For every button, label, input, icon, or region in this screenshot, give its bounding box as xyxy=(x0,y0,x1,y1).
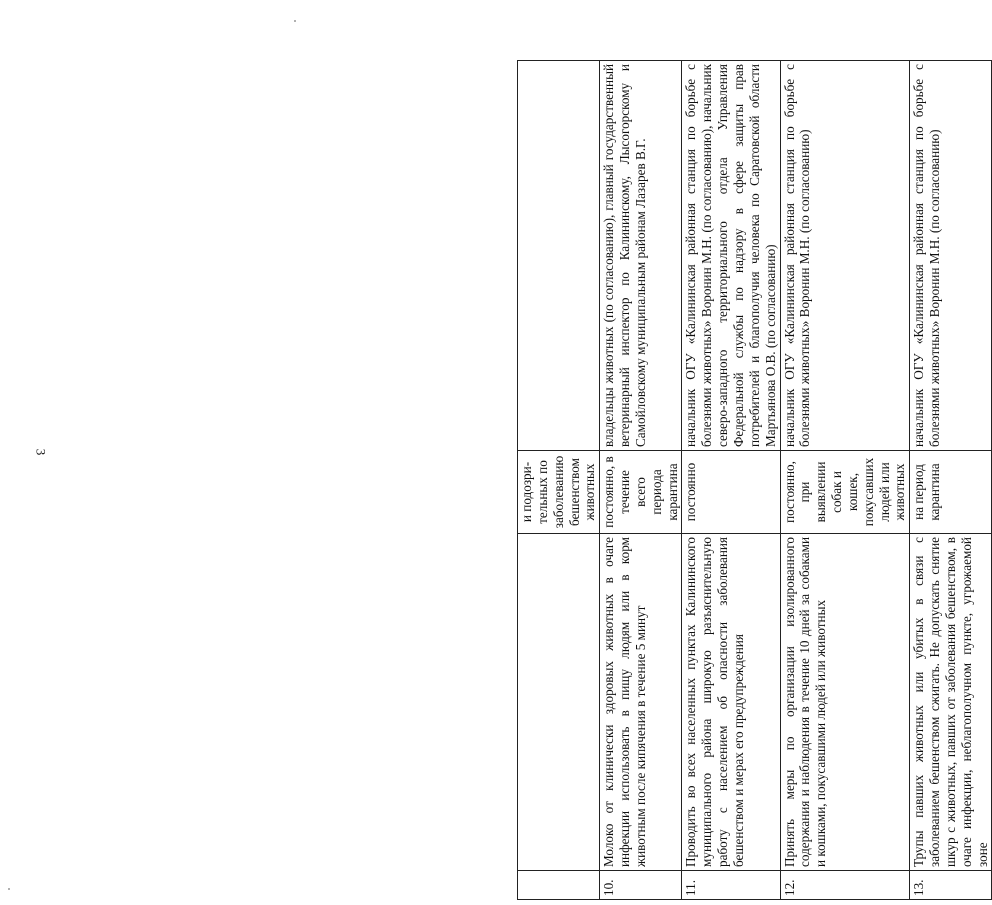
term-cell: постоянно xyxy=(682,451,780,534)
responsible-cell xyxy=(518,61,600,451)
table-row xyxy=(518,61,600,900)
term-cell: и подозри-тельных по заболеванию бешенством животных xyxy=(518,451,600,534)
term-cell: постоянно, при выявлении собак и кошек, покусавших людей или животных xyxy=(780,451,910,534)
measures-table xyxy=(517,60,992,900)
scan-speck xyxy=(8,888,10,890)
table-row xyxy=(682,61,780,900)
table-row xyxy=(780,61,910,900)
action-cell: Трупы павших животных или убитых в связи с заболеванием бешенством сжигать. Не допускать снятие шкур с животных, павших от заболевания бешенством, в очаге инфекции, неблагополучном пункте, угрожаемой зоне xyxy=(910,534,992,871)
action-cell: Проводить во всех населенных пунктах Калининского муниципального района широкую разъяснительную работу с населением об опасности заболевания бешенством и мерах его предупреждения xyxy=(682,534,780,871)
rotated-page-content xyxy=(517,60,990,900)
action-cell: Принять меры по организации изолированного содержания и наблюдения в течение 10 дней за собаками и кошками, покусавшими людей или животных xyxy=(780,534,910,871)
action-cell: Молоко от клинически здоровых животных в очаге инфекции использовать в пищу людям или в корм животным после кипячения в течение 5 минут xyxy=(600,534,682,871)
responsible-cell: начальник ОГУ «Калининская районная станция по борьбе с болезнями животных» Воронин М.Н. (по согласованию), начальник северо-западного территориального отдела Управления Федеральной службы по надзору в сфере защиты прав потребителей и благополучия человека по Саратовской области Мартьянова О.В. (по согласованию) xyxy=(682,61,780,451)
row-number: 13. xyxy=(910,871,992,900)
responsible-cell: начальник ОГУ «Калининская районная станция по борьбе с болезнями животных» Воронин М.Н. (по согласованию) xyxy=(910,61,992,451)
row-number xyxy=(518,871,600,900)
page-number: 3 xyxy=(33,448,49,456)
action-cell xyxy=(518,534,600,871)
table-row xyxy=(600,61,682,900)
term-cell: постоянно, в течение всего периода карантина xyxy=(600,451,682,534)
table-row xyxy=(910,61,992,900)
row-number: 10. xyxy=(600,871,682,900)
term-cell: на период карантина xyxy=(910,451,992,534)
row-number: 12. xyxy=(780,871,910,900)
row-number: 11. xyxy=(682,871,780,900)
scan-speck xyxy=(294,20,296,22)
responsible-cell: владельцы животных (по согласованию), главный государственный ветеринарный инспектор по Калининскому, Лысогорскому и Самойловскому муниципальным районам Лазарев В.Г. xyxy=(600,61,682,451)
responsible-cell: начальник ОГУ «Калининская районная станция по борьбе с болезнями животных» Воронин М.Н. (по согласованию) xyxy=(780,61,910,451)
